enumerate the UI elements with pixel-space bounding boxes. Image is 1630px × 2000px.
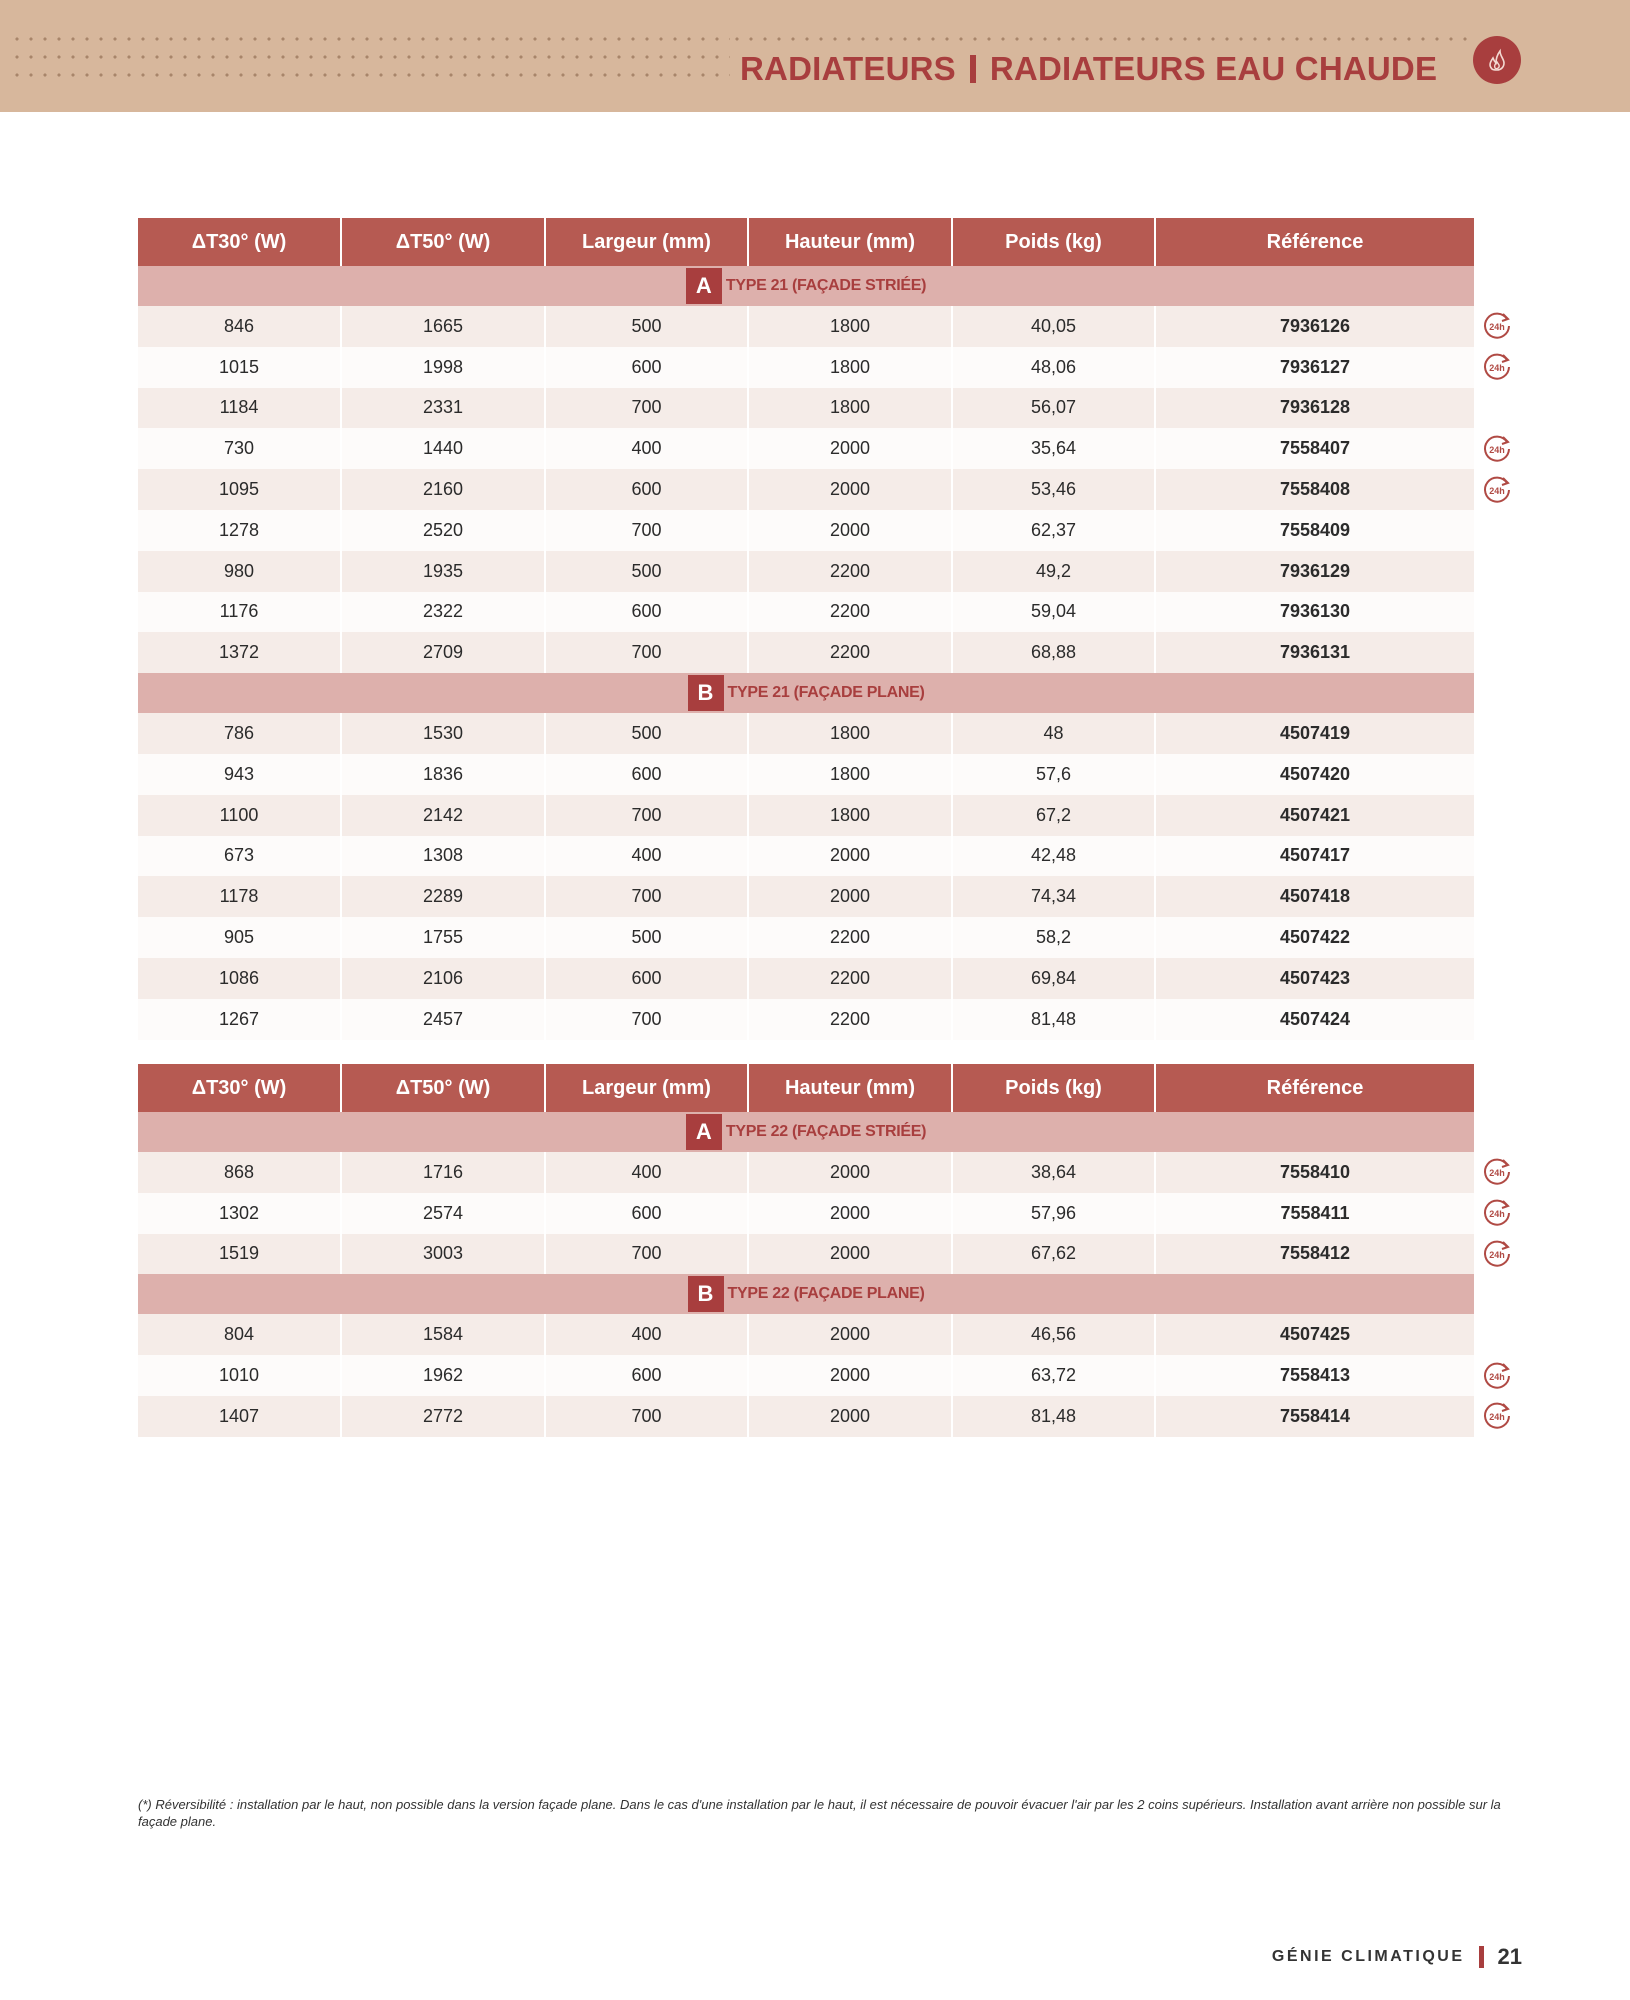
table-row bbox=[138, 592, 1474, 633]
section-header-row bbox=[138, 1112, 1474, 1152]
delivery-24h-icon bbox=[1481, 1400, 1513, 1432]
table-row bbox=[138, 958, 1474, 999]
table-cell: 943 bbox=[138, 754, 341, 795]
table-row bbox=[138, 1234, 1474, 1275]
table-cell: 7936128 bbox=[1155, 388, 1474, 429]
table-header-row bbox=[138, 1064, 1474, 1112]
svg-text:24h: 24h bbox=[1489, 1168, 1505, 1179]
table-row bbox=[138, 306, 1474, 347]
table-cell: 3003 bbox=[341, 1234, 545, 1275]
table-cell: 2322 bbox=[341, 592, 545, 633]
table-cell: 42,48 bbox=[952, 836, 1155, 877]
table-cell: 2772 bbox=[341, 1396, 545, 1437]
delivery-24h-icon bbox=[1481, 1238, 1513, 1270]
title-subcategory: RADIATEURS EAU CHAUDE bbox=[989, 50, 1438, 87]
radiator-table-type-22 bbox=[138, 1064, 1474, 1437]
svg-text:24h: 24h bbox=[1489, 444, 1505, 455]
table-cell: 1716 bbox=[341, 1152, 545, 1193]
table-row bbox=[138, 388, 1474, 429]
table-cell: 905 bbox=[138, 917, 341, 958]
svg-text:24h: 24h bbox=[1489, 363, 1505, 374]
table-cell: 2000 bbox=[748, 1193, 952, 1234]
page-number: 21 bbox=[1497, 1944, 1522, 1969]
table-cell: 500 bbox=[545, 306, 748, 347]
table-cell: 2000 bbox=[748, 428, 952, 469]
table-row bbox=[138, 347, 1474, 388]
table-cell: 46,56 bbox=[952, 1314, 1155, 1355]
page-title bbox=[740, 50, 1437, 88]
table-cell: 1962 bbox=[341, 1355, 545, 1396]
table-cell: 7936129 bbox=[1155, 551, 1474, 592]
table-cell: 4507420 bbox=[1155, 754, 1474, 795]
svg-text:24h: 24h bbox=[1489, 485, 1505, 496]
table-cell: 81,48 bbox=[952, 999, 1155, 1040]
column-header-dt50: ΔT50° (W) bbox=[341, 218, 545, 266]
section-letter: A bbox=[686, 1114, 722, 1150]
footer-label: GÉNIE CLIMATIQUE bbox=[1271, 1948, 1465, 1965]
page-footer bbox=[1272, 1944, 1522, 1970]
table-cell: 38,64 bbox=[952, 1152, 1155, 1193]
table-cell: 4507424 bbox=[1155, 999, 1474, 1040]
table-cell: 2200 bbox=[748, 917, 952, 958]
table-cell: 2000 bbox=[748, 876, 952, 917]
table-row bbox=[138, 1314, 1474, 1355]
table-cell: 4507423 bbox=[1155, 958, 1474, 999]
table-cell: 700 bbox=[545, 876, 748, 917]
table-cell: 2709 bbox=[341, 632, 545, 673]
table-cell: 67,2 bbox=[952, 795, 1155, 836]
table-cell: 1308 bbox=[341, 836, 545, 877]
table-cell: 7936131 bbox=[1155, 632, 1474, 673]
table-cell: 68,88 bbox=[952, 632, 1155, 673]
section-label: TYPE 21 (FAÇADE STRIÉE) bbox=[725, 277, 927, 294]
table-cell: 40,05 bbox=[952, 306, 1155, 347]
title-category: RADIATEURS bbox=[740, 50, 956, 87]
table-cell: 2200 bbox=[748, 958, 952, 999]
table-body bbox=[138, 1112, 1474, 1437]
column-header-dt30: ΔT30° (W) bbox=[138, 218, 341, 266]
svg-text:24h: 24h bbox=[1489, 1209, 1505, 1220]
delivery-24h-icon bbox=[1481, 351, 1513, 383]
delivery-24h-icon bbox=[1481, 1156, 1513, 1188]
section-letter: A bbox=[686, 268, 722, 304]
table-cell: 600 bbox=[545, 469, 748, 510]
table-cell: 4507422 bbox=[1155, 917, 1474, 958]
table-cell: 500 bbox=[545, 713, 748, 754]
section-label-group bbox=[688, 675, 925, 711]
table-cell: 1407 bbox=[138, 1396, 341, 1437]
table-cell: 58,2 bbox=[952, 917, 1155, 958]
table-cell: 700 bbox=[545, 510, 748, 551]
table-cell: 7558413 bbox=[1155, 1355, 1474, 1396]
table-cell: 700 bbox=[545, 1234, 748, 1275]
table-cell: 2457 bbox=[341, 999, 545, 1040]
delivery-24h-icon bbox=[1481, 1197, 1513, 1229]
section-header-row bbox=[138, 673, 1474, 713]
table-cell: 1372 bbox=[138, 632, 341, 673]
table-cell: 7558409 bbox=[1155, 510, 1474, 551]
column-header-dt50: ΔT50° (W) bbox=[341, 1064, 545, 1112]
table-cell: 1800 bbox=[748, 388, 952, 429]
table-cell: 1530 bbox=[341, 713, 545, 754]
delivery-24h-icon bbox=[1481, 433, 1513, 465]
dot-pattern bbox=[10, 30, 730, 86]
table-cell: 1998 bbox=[341, 347, 545, 388]
table-cell: 1278 bbox=[138, 510, 341, 551]
table-cell: 1100 bbox=[138, 795, 341, 836]
table-cell: 59,04 bbox=[952, 592, 1155, 633]
table-cell: 2160 bbox=[341, 469, 545, 510]
footnote: (*) Réversibilité : installation par le haut, non possible dans la version façade plane. Dans le cas d'une installation par le haut, il est nécessaire de pouvoir évacuer l'air par les 2 coins supérieurs. Installation avant arrière non possible sur la façade plane. bbox=[138, 1797, 1501, 1829]
table-cell: 2000 bbox=[748, 1314, 952, 1355]
table-cell: 868 bbox=[138, 1152, 341, 1193]
column-header-hauteur: Hauteur (mm) bbox=[748, 218, 952, 266]
table-cell: 7558407 bbox=[1155, 428, 1474, 469]
table-row bbox=[138, 917, 1474, 958]
column-header-poids: Poids (kg) bbox=[952, 218, 1155, 266]
svg-text:24h: 24h bbox=[1489, 1371, 1505, 1382]
footer-separator bbox=[1479, 1946, 1484, 1968]
table-cell: 804 bbox=[138, 1314, 341, 1355]
table-cell: 846 bbox=[138, 306, 341, 347]
table-cell: 2574 bbox=[341, 1193, 545, 1234]
table-cell: 1010 bbox=[138, 1355, 341, 1396]
table-cell: 4507418 bbox=[1155, 876, 1474, 917]
table-cell: 2200 bbox=[748, 592, 952, 633]
table-cell: 1755 bbox=[341, 917, 545, 958]
table-cell: 62,37 bbox=[952, 510, 1155, 551]
title-separator bbox=[970, 55, 976, 83]
table-cell: 7936127 bbox=[1155, 347, 1474, 388]
table-cell: 2000 bbox=[748, 510, 952, 551]
table-cell: 2289 bbox=[341, 876, 545, 917]
svg-text:24h: 24h bbox=[1489, 1412, 1505, 1423]
table-cell: 700 bbox=[545, 1396, 748, 1437]
section-letter: B bbox=[688, 675, 724, 711]
svg-text:24h: 24h bbox=[1489, 322, 1505, 333]
table-row bbox=[138, 1396, 1474, 1437]
table-cell: 63,72 bbox=[952, 1355, 1155, 1396]
table-row bbox=[138, 1355, 1474, 1396]
table-row bbox=[138, 632, 1474, 673]
table-cell: 730 bbox=[138, 428, 341, 469]
table-cell: 2106 bbox=[341, 958, 545, 999]
table-row bbox=[138, 999, 1474, 1040]
section-header bbox=[138, 673, 1474, 713]
table-cell: 700 bbox=[545, 632, 748, 673]
table-cell: 7936130 bbox=[1155, 592, 1474, 633]
table-row bbox=[138, 428, 1474, 469]
table-header-row bbox=[138, 218, 1474, 266]
table-cell: 500 bbox=[545, 917, 748, 958]
table-cell: 400 bbox=[545, 428, 748, 469]
section-header bbox=[138, 1112, 1474, 1152]
section-label: TYPE 22 (FAÇADE STRIÉE) bbox=[725, 1123, 927, 1140]
table-cell: 1302 bbox=[138, 1193, 341, 1234]
table-cell: 1015 bbox=[138, 347, 341, 388]
table-cell: 700 bbox=[545, 388, 748, 429]
table-cell: 2000 bbox=[748, 469, 952, 510]
table-cell: 2331 bbox=[341, 388, 545, 429]
table-cell: 1440 bbox=[341, 428, 545, 469]
table-cell: 7558414 bbox=[1155, 1396, 1474, 1437]
table-cell: 600 bbox=[545, 1355, 748, 1396]
table-cell: 1095 bbox=[138, 469, 341, 510]
table-cell: 7558410 bbox=[1155, 1152, 1474, 1193]
table-cell: 1800 bbox=[748, 713, 952, 754]
table-cell: 980 bbox=[138, 551, 341, 592]
column-header-poids: Poids (kg) bbox=[952, 1064, 1155, 1112]
table-cell: 400 bbox=[545, 836, 748, 877]
table-row bbox=[138, 469, 1474, 510]
table-cell: 69,84 bbox=[952, 958, 1155, 999]
table-cell: 1176 bbox=[138, 592, 341, 633]
table-cell: 56,07 bbox=[952, 388, 1155, 429]
table-cell: 2000 bbox=[748, 1355, 952, 1396]
table-cell: 1584 bbox=[341, 1314, 545, 1355]
table-cell: 74,34 bbox=[952, 876, 1155, 917]
table-cell: 49,2 bbox=[952, 551, 1155, 592]
table-cell: 1800 bbox=[748, 306, 952, 347]
table-row bbox=[138, 1152, 1474, 1193]
table-cell: 4507421 bbox=[1155, 795, 1474, 836]
table-cell: 48,06 bbox=[952, 347, 1155, 388]
table-cell: 673 bbox=[138, 836, 341, 877]
table-row bbox=[138, 1193, 1474, 1234]
header-banner bbox=[0, 0, 1630, 112]
svg-text:24h: 24h bbox=[1489, 1249, 1505, 1260]
table-cell: 35,64 bbox=[952, 428, 1155, 469]
table-cell: 1519 bbox=[138, 1234, 341, 1275]
table-cell: 1800 bbox=[748, 754, 952, 795]
column-header-dt30: ΔT30° (W) bbox=[138, 1064, 341, 1112]
section-label: TYPE 21 (FAÇADE PLANE) bbox=[727, 684, 925, 702]
radiator-table-type-21 bbox=[138, 218, 1474, 1040]
section-label-group bbox=[686, 268, 926, 304]
table-cell: 2200 bbox=[748, 999, 952, 1040]
table-cell: 786 bbox=[138, 713, 341, 754]
table-row bbox=[138, 713, 1474, 754]
table-cell: 500 bbox=[545, 551, 748, 592]
table-body bbox=[138, 266, 1474, 1040]
table-cell: 7558408 bbox=[1155, 469, 1474, 510]
table-cell: 700 bbox=[545, 999, 748, 1040]
table-row bbox=[138, 836, 1474, 877]
table-cell: 7936126 bbox=[1155, 306, 1474, 347]
table-row bbox=[138, 510, 1474, 551]
table-cell: 1800 bbox=[748, 347, 952, 388]
table-cell: 600 bbox=[545, 347, 748, 388]
section-header-row bbox=[138, 266, 1474, 306]
section-label: TYPE 22 (FAÇADE PLANE) bbox=[727, 1285, 925, 1303]
column-header-largeur: Largeur (mm) bbox=[545, 218, 748, 266]
table-cell: 1935 bbox=[341, 551, 545, 592]
table-cell: 1836 bbox=[341, 754, 545, 795]
section-letter: B bbox=[688, 1276, 724, 1312]
delivery-24h-icon bbox=[1481, 474, 1513, 506]
column-header-reference: Référence bbox=[1155, 1064, 1474, 1112]
dot-pattern bbox=[730, 30, 1470, 48]
section-header bbox=[138, 266, 1474, 306]
column-header-largeur: Largeur (mm) bbox=[545, 1064, 748, 1112]
delivery-24h-icon bbox=[1481, 310, 1513, 342]
table-cell: 1267 bbox=[138, 999, 341, 1040]
table-cell: 600 bbox=[545, 754, 748, 795]
table-cell: 1665 bbox=[341, 306, 545, 347]
section-header-row bbox=[138, 1274, 1474, 1314]
table-cell: 1184 bbox=[138, 388, 341, 429]
table-cell: 81,48 bbox=[952, 1396, 1155, 1437]
table-cell: 600 bbox=[545, 958, 748, 999]
table-cell: 600 bbox=[545, 1193, 748, 1234]
table-cell: 57,6 bbox=[952, 754, 1155, 795]
table-row bbox=[138, 795, 1474, 836]
table-cell: 2000 bbox=[748, 836, 952, 877]
table-cell: 57,96 bbox=[952, 1193, 1155, 1234]
table-cell: 2000 bbox=[748, 1234, 952, 1275]
table-cell: 7558412 bbox=[1155, 1234, 1474, 1275]
table-cell: 48 bbox=[952, 713, 1155, 754]
table-row bbox=[138, 754, 1474, 795]
table-cell: 53,46 bbox=[952, 469, 1155, 510]
table-cell: 1800 bbox=[748, 795, 952, 836]
table-row bbox=[138, 551, 1474, 592]
table-cell: 400 bbox=[545, 1152, 748, 1193]
table-cell: 2142 bbox=[341, 795, 545, 836]
table-cell: 4507425 bbox=[1155, 1314, 1474, 1355]
section-label-group bbox=[688, 1276, 925, 1312]
section-header bbox=[138, 1274, 1474, 1314]
table-cell: 600 bbox=[545, 592, 748, 633]
table-cell: 700 bbox=[545, 795, 748, 836]
table-cell: 1086 bbox=[138, 958, 341, 999]
table-cell: 2520 bbox=[341, 510, 545, 551]
column-header-hauteur: Hauteur (mm) bbox=[748, 1064, 952, 1112]
table-cell: 67,62 bbox=[952, 1234, 1155, 1275]
table-cell: 4507419 bbox=[1155, 713, 1474, 754]
table-row bbox=[138, 876, 1474, 917]
table-cell: 2200 bbox=[748, 632, 952, 673]
table-cell: 2000 bbox=[748, 1396, 952, 1437]
table-cell: 400 bbox=[545, 1314, 748, 1355]
table-cell: 1178 bbox=[138, 876, 341, 917]
table-cell: 2200 bbox=[748, 551, 952, 592]
table-cell: 2000 bbox=[748, 1152, 952, 1193]
table-cell: 7558411 bbox=[1155, 1193, 1474, 1234]
table-cell: 4507417 bbox=[1155, 836, 1474, 877]
section-label-group bbox=[686, 1114, 926, 1150]
delivery-24h-icon bbox=[1481, 1360, 1513, 1392]
flame-icon bbox=[1473, 36, 1521, 84]
column-header-reference: Référence bbox=[1155, 218, 1474, 266]
